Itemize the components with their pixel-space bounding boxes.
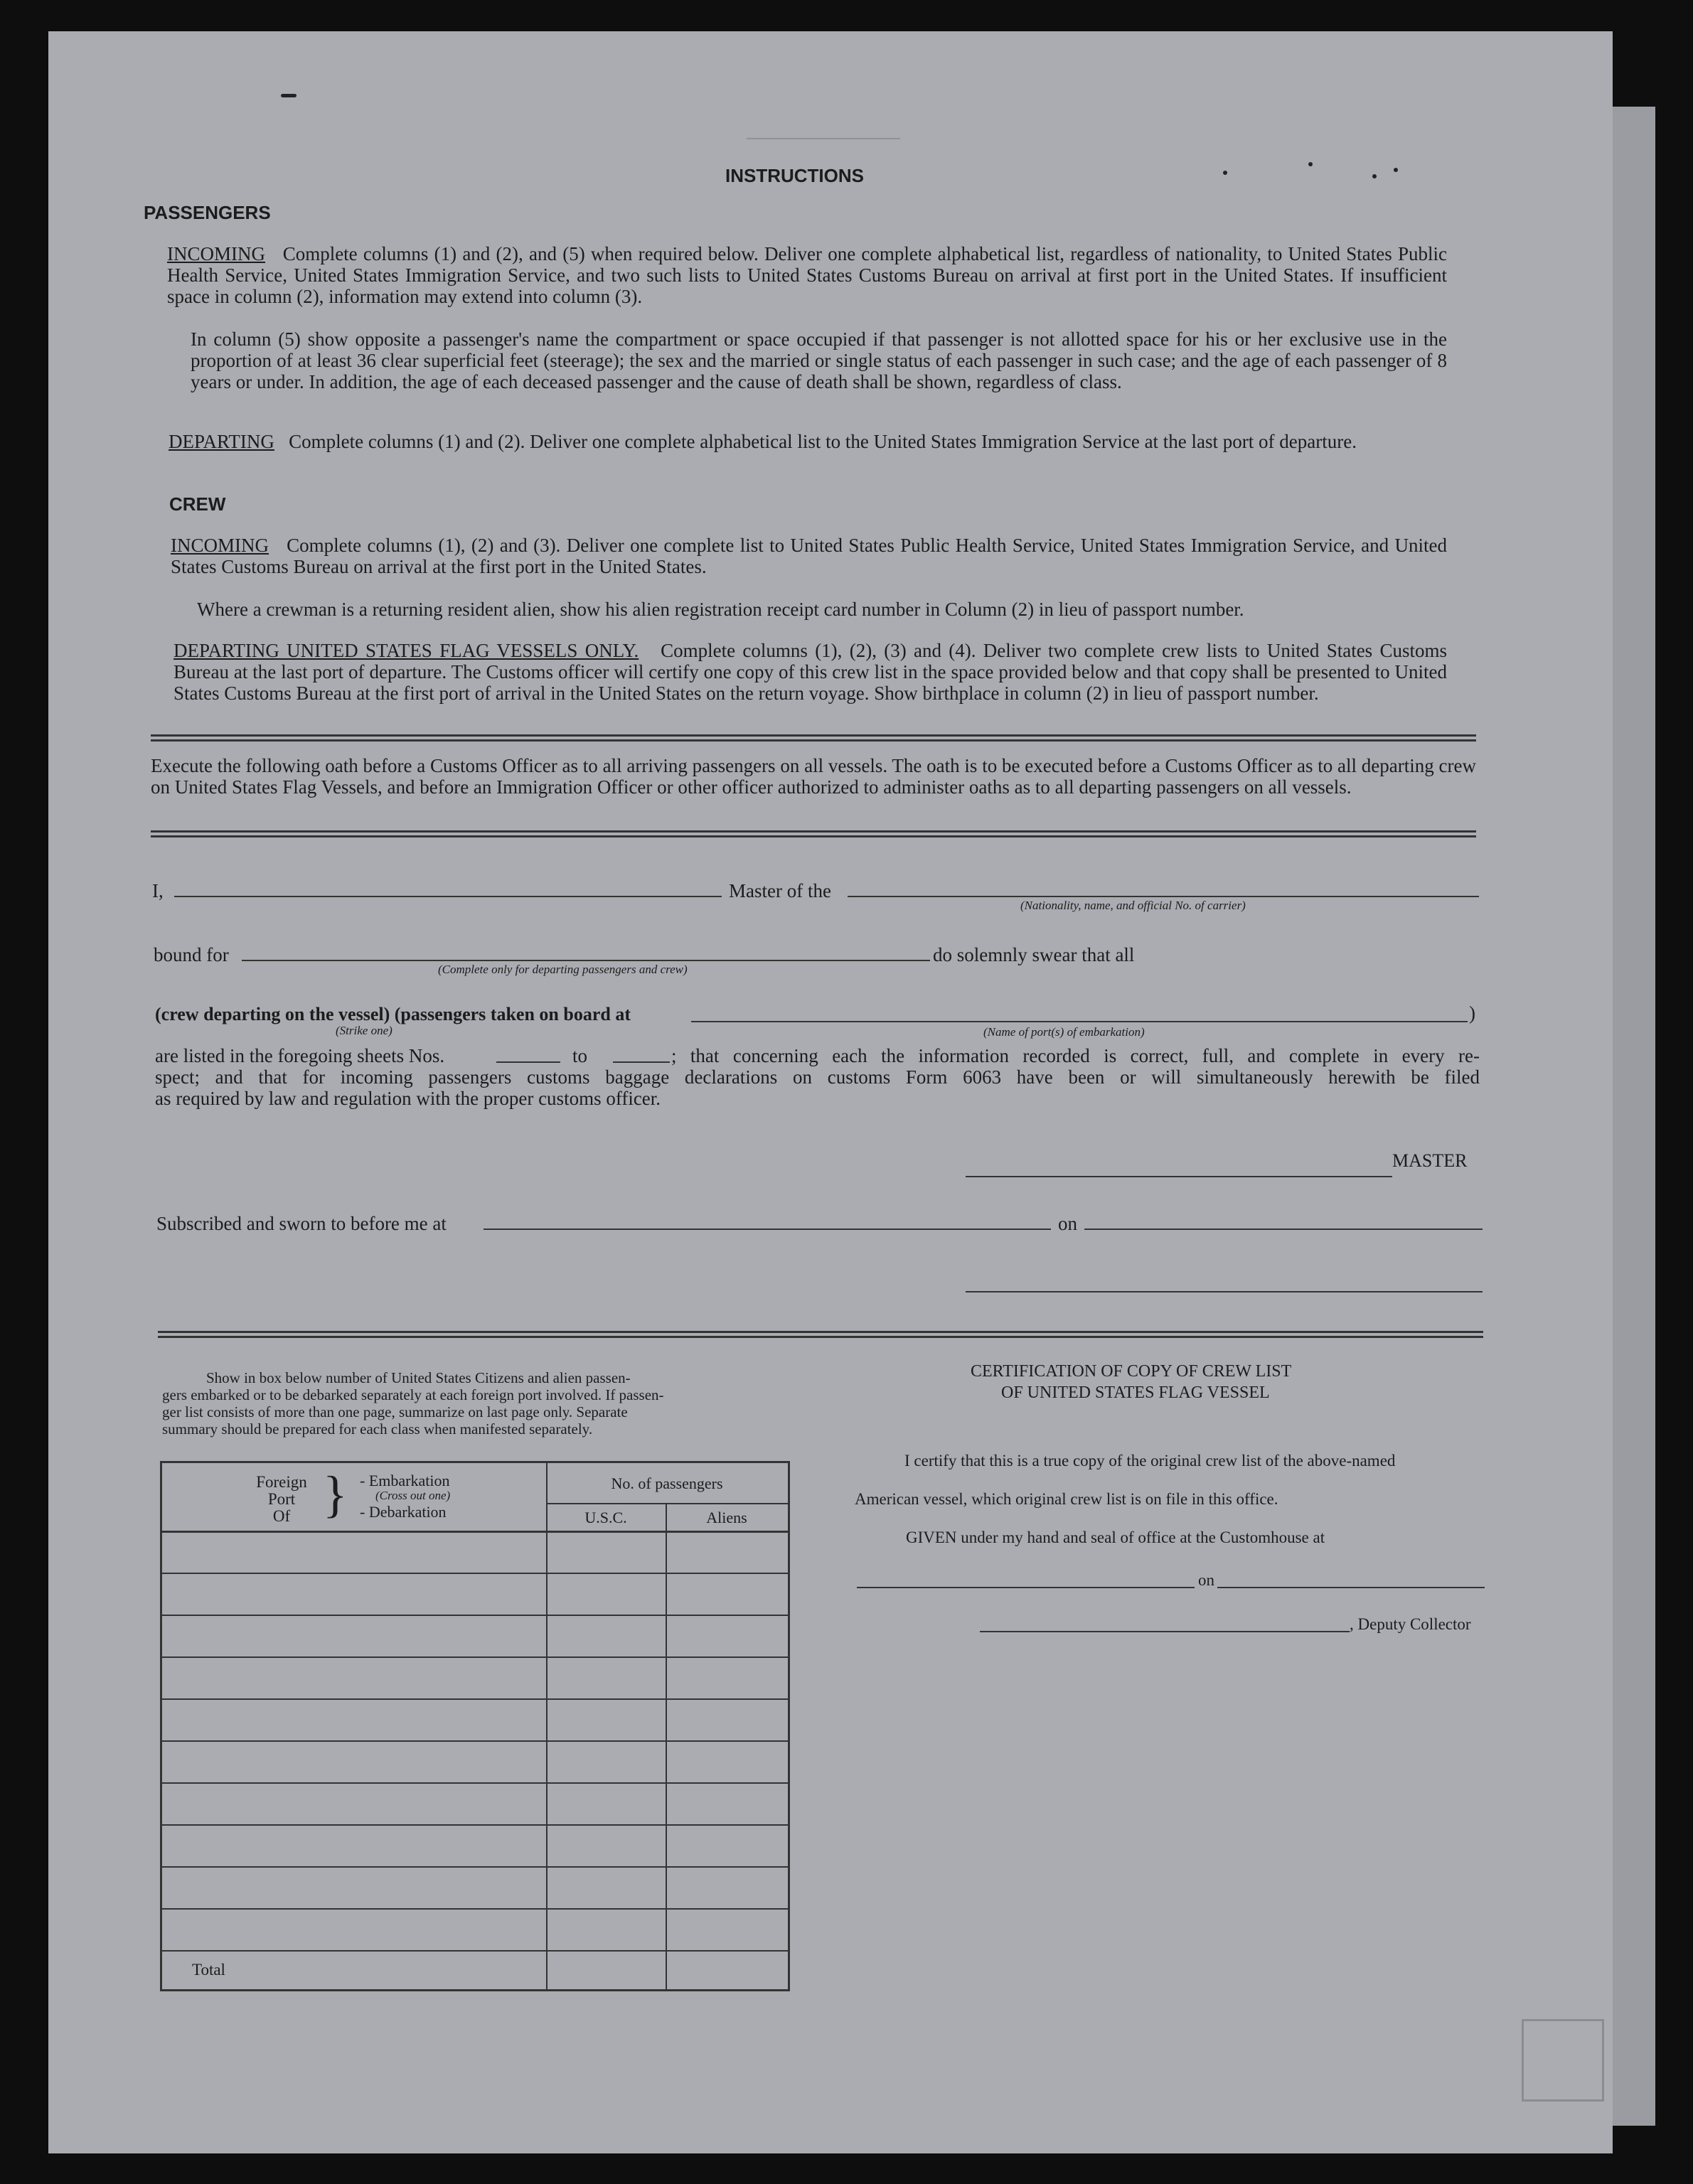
crew-incoming-label: INCOMING <box>171 535 269 556</box>
oath-i-label: I, <box>152 880 164 901</box>
listed-text-line-2: spect; and that for incoming passengers customs baggage declarations on customs Form 6063 have been or will simultaneously herewith be filed <box>155 1066 1480 1088</box>
passengers-column5-text: In column (5) show opposite a passenger's name the compartment or space occupied if that passenger is not allotted space for his or her exclusive use in the proportion of at least 36 clear superficial feet (steerage); the sex and the married or single status of each passenger in such case; and the age of each passenger of 8 years or under. In addition, the age of each deceased passenger and the cause of death shall be shown, regardless of class. <box>191 328 1447 392</box>
passengers-departing-label: DEPARTING <box>169 431 274 452</box>
punch-mark <box>1223 171 1227 175</box>
master-signature-field[interactable] <box>966 1176 1392 1177</box>
subscribed-on-label: on <box>1058 1213 1077 1234</box>
table-row[interactable] <box>162 1782 788 1784</box>
page-title: INSTRUCTIONS <box>725 165 864 186</box>
crew-incoming-paragraph <box>171 535 1447 577</box>
sheet-from-field[interactable] <box>496 1061 560 1063</box>
table-row[interactable] <box>162 1824 788 1826</box>
master-name-field[interactable] <box>174 896 722 897</box>
strike-one-caption: (Strike one) <box>336 1024 392 1037</box>
customhouse-field[interactable] <box>857 1587 1195 1588</box>
carrier-field[interactable] <box>848 896 1479 897</box>
certification-subtitle: OF UNITED STATES FLAG VESSEL <box>1001 1383 1270 1402</box>
close-paren: ) <box>1469 1002 1475 1024</box>
table-row[interactable] <box>162 1573 788 1574</box>
section-divider <box>151 830 1476 837</box>
port-caption: (Name of port(s) of embarkation) <box>983 1025 1145 1039</box>
passengers-departing-paragraph <box>169 431 1447 452</box>
crew-departing-text: Complete columns (1), (2), (3) and (4). Deliver two complete crew lists to United States Customs Bureau at the last port of departure. The Customs officer will certify one copy of this crew list in the space provided below and that copy shall be presented to United States Customs Bureau at the first port of arrival in the United States on the return voyage. Show birthplace in column (2) in lieu of passport number. <box>173 640 1448 704</box>
debarkation-option[interactable]: - Debarkation <box>360 1503 447 1521</box>
table-row[interactable] <box>162 1950 788 1952</box>
certification-text: GIVEN under my hand and seal of office at the Customhouse at <box>906 1529 1325 1546</box>
subscribed-date-field[interactable] <box>1084 1228 1483 1230</box>
aliens-header: Aliens <box>706 1509 747 1526</box>
summary-instructions-line: Show in box below number of United States Citizens and alien passen- <box>206 1369 631 1386</box>
listed-to-label: to <box>572 1045 588 1066</box>
certification-text: I certify that this is a true copy of the original crew list of the above-named <box>904 1452 1396 1470</box>
deputy-signature-field[interactable] <box>980 1631 1350 1632</box>
subscribed-place-field[interactable] <box>484 1228 1051 1230</box>
oath-intro: Execute the following oath before a Customs Officer as to all arriving passengers on all vessels. The oath is to be executed before a Customs Officer as to all departing crew on United States Flag Vessels, and before an Immigration Officer or other officer authorized to administer oaths as to all departing passengers on all vessels. <box>151 755 1476 798</box>
swear-label: do solemnly swear that all <box>933 944 1135 965</box>
brace-icon: } <box>323 1466 348 1523</box>
deputy-collector-label: , Deputy Collector <box>1350 1615 1471 1633</box>
corner-box <box>1522 2019 1604 2102</box>
sheet-to-field[interactable] <box>613 1061 670 1063</box>
certification-on-label: on <box>1198 1571 1214 1589</box>
passengers-departing-text: Complete columns (1) and (2). Deliver one complete alphabetical list to the United States Immigration Service at the last port of departure. <box>289 431 1357 452</box>
usc-header: U.S.C. <box>584 1509 627 1526</box>
table-header-bottom <box>162 1531 788 1533</box>
certification-text: American vessel, which original crew list is on file in this office. <box>855 1490 1278 1508</box>
crew-resident-text: Where a crewman is a returning resident alien, show his alien registration receipt card number in Column (2) in lieu of passport number. <box>197 599 1244 620</box>
table-row[interactable] <box>162 1740 788 1742</box>
summary-instructions-line: summary should be prepared for each class when manifested separately. <box>162 1420 593 1438</box>
passengers-incoming-label: INCOMING <box>167 243 265 264</box>
certification-title: CERTIFICATION OF COPY OF CREW LIST <box>971 1362 1292 1381</box>
subscribed-label: Subscribed and sworn to before me at <box>156 1213 447 1234</box>
summary-instructions-line: gers embarked or to be debarked separately at each foreign port involved. If passen- <box>162 1386 664 1403</box>
bound-for-label: bound for <box>154 944 229 965</box>
page-edge <box>1613 107 1655 2126</box>
section-divider <box>151 734 1476 742</box>
show-through-marks: ──────────── <box>747 128 901 152</box>
summary-instructions-line: ger list consists of more than one page, summarize on last page only. Separate <box>162 1403 628 1420</box>
master-of-the-label: Master of the <box>729 880 831 901</box>
officer-signature-field[interactable] <box>966 1291 1483 1292</box>
crew-departing-strike-label: (crew departing on the vessel) (passengers taken on board at <box>155 1004 631 1024</box>
table-row[interactable] <box>162 1866 788 1868</box>
table-row[interactable] <box>162 1615 788 1616</box>
complete-only-caption: (Complete only for departing passengers and crew) <box>438 963 688 976</box>
listed-text-line-3: as required by law and regulation with the proper customs officer. <box>155 1088 661 1109</box>
crew-heading: CREW <box>169 493 226 515</box>
table-row[interactable] <box>162 1908 788 1910</box>
crew-departing-label: DEPARTING UNITED STATES FLAG VESSELS ONLY. <box>173 640 639 661</box>
punch-mark <box>1308 162 1313 166</box>
listed-text-line-1: ; that concerning each the information recorded is correct, full, and complete in every re- <box>671 1045 1480 1066</box>
total-label: Total <box>192 1961 225 1979</box>
foreign-port-label: Of <box>272 1507 291 1525</box>
table-row[interactable] <box>162 1698 788 1700</box>
master-label: MASTER <box>1392 1150 1468 1171</box>
embarkation-option[interactable]: - Embarkation <box>360 1472 450 1489</box>
passengers-incoming-paragraph <box>167 243 1447 307</box>
crew-incoming-text: Complete columns (1), (2) and (3). Deliver one complete list to United States Public Health Service, United States Immigration Service, and United States Customs Bureau on arrival at the first port in the United States. <box>171 535 1447 577</box>
embarkation-port-field[interactable] <box>691 1021 1468 1022</box>
punch-mark <box>1394 168 1398 172</box>
listed-sheets-label: are listed in the foregoing sheets Nos. <box>155 1045 445 1066</box>
crew-departing-paragraph <box>173 640 1447 704</box>
nationality-caption: (Nationality, name, and official No. of carrier) <box>1020 899 1246 912</box>
foreign-port-label: Foreign <box>256 1473 307 1491</box>
passengers-heading: PASSENGERS <box>144 202 271 223</box>
punch-mark <box>281 94 297 97</box>
table-col-divider <box>666 1503 667 1989</box>
cross-out-caption: (Cross out one) <box>375 1489 451 1502</box>
foreign-port-label: Port <box>267 1490 296 1508</box>
no-passengers-header: No. of passengers <box>611 1474 723 1492</box>
certification-date-field[interactable] <box>1217 1587 1485 1588</box>
passenger-summary-table <box>160 1461 790 1991</box>
table-col-divider <box>546 1463 548 1989</box>
section-divider <box>158 1331 1483 1338</box>
table-row[interactable] <box>162 1656 788 1658</box>
punch-mark <box>1372 174 1377 178</box>
table-header-divider <box>546 1503 788 1504</box>
bound-for-field[interactable] <box>242 960 930 961</box>
passengers-incoming-text: Complete columns (1) and (2), and (5) when required below. Deliver one complete alphabetical list, regardless of nationality, to United States Public Health Service, United States Immigration Service, and two such lists to United States Customs Bureau on arrival at first port in the United States. If insufficient space in column (2), information may extend into column (3). <box>167 243 1447 307</box>
